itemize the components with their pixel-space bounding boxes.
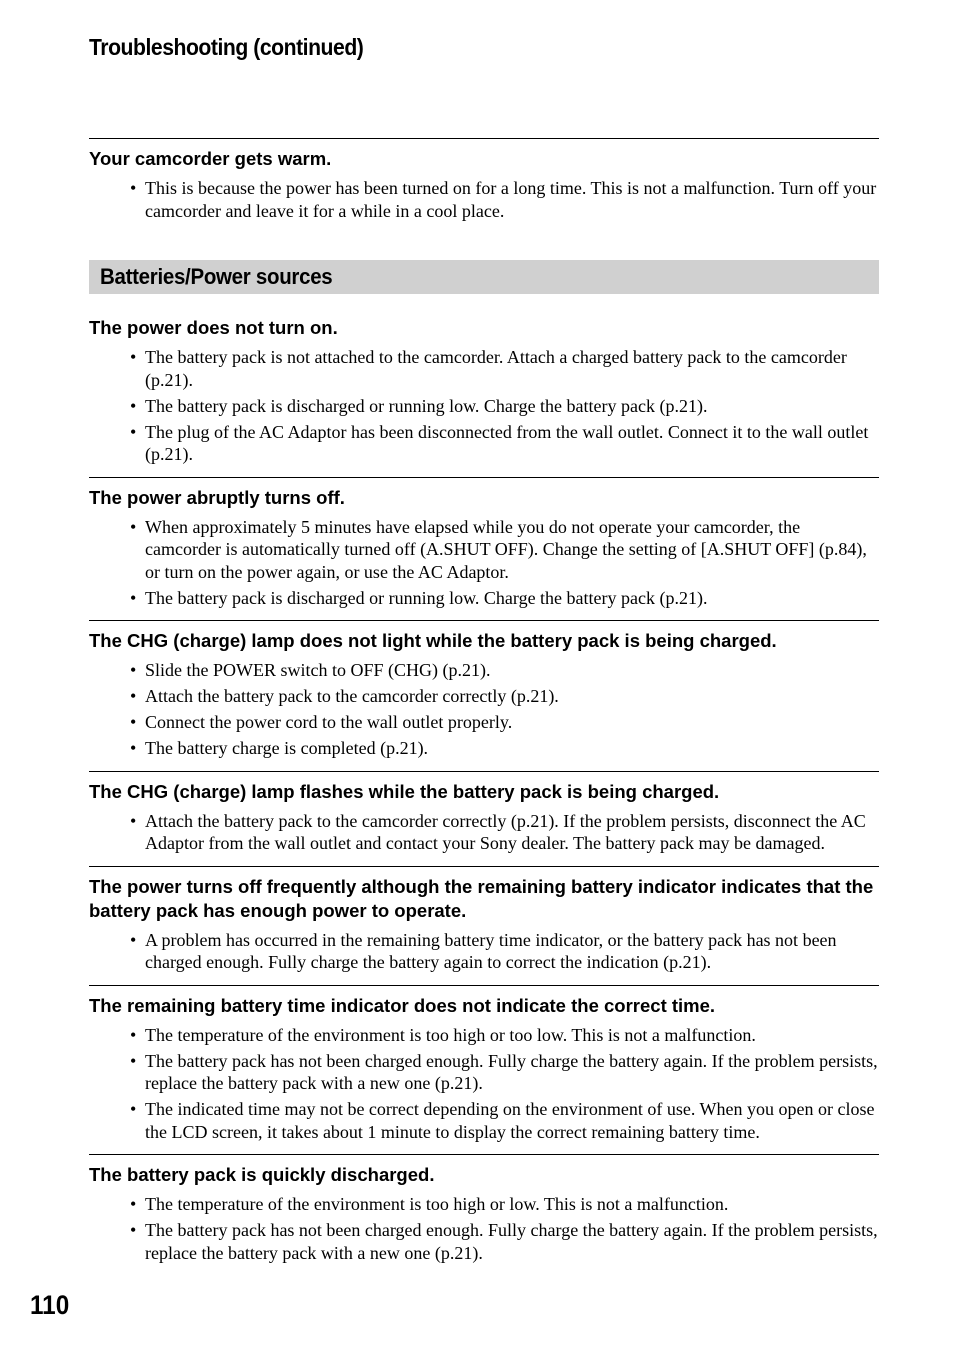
bullet-text: Attach the battery pack to the camcorder correctly (p.21). If the problem persists, disconnect the AC Adaptor from the wall outlet and contact your Sony dealer. The battery pack may be damaged.	[145, 810, 866, 853]
troubleshooting-section	[89, 308, 879, 477]
page-header-title: Troubleshooting (continued)	[89, 34, 364, 60]
bullet-item	[89, 395, 879, 418]
bullet-item	[89, 737, 879, 760]
bullet-list	[89, 929, 879, 974]
bullet-text: This is because the power has been turned on for a long time. This is not a malfunction. Turn off your camcorder and leave it for a while in a cool place.	[145, 178, 877, 221]
bullet-icon: •	[130, 1194, 137, 1214]
bullet-text: The indicated time may not be correct depending on the environment of use. When you open or close the LCD screen, it takes about 1 minute to display the correct remaining battery time.	[145, 1099, 875, 1142]
bullet-text: The plug of the AC Adaptor has been disconnected from the wall outlet. Connect it to the wall outlet (p.21).	[145, 421, 869, 464]
bullet-text: Attach the battery pack to the camcorder correctly (p.21).	[145, 686, 559, 706]
bullet-text: The temperature of the environment is too high or low. This is not a malfunction.	[145, 1194, 729, 1214]
bullet-text: The battery charge is completed (p.21).	[145, 738, 429, 758]
bullet-item	[89, 1024, 879, 1047]
bullet-list	[89, 1024, 879, 1144]
bullet-icon: •	[130, 660, 137, 680]
troubleshooting-section	[89, 866, 879, 985]
page-content	[89, 138, 879, 1275]
section-title: The battery pack is quickly discharged.	[89, 1164, 435, 1185]
bullet-text: Slide the POWER switch to OFF (CHG) (p.21).	[145, 660, 491, 680]
bullet-text: Connect the power cord to the wall outlet properly.	[145, 712, 513, 732]
bullet-icon: •	[130, 421, 137, 442]
bullet-icon: •	[130, 1220, 137, 1240]
bullet-icon: •	[130, 1024, 137, 1045]
bullet-icon: •	[130, 516, 137, 537]
troubleshooting-section	[89, 620, 879, 771]
bullet-icon: •	[130, 738, 137, 758]
bullet-item	[89, 810, 879, 855]
bullet-icon: •	[130, 587, 137, 608]
category-header-bar	[89, 260, 879, 294]
bullet-list	[89, 1193, 879, 1264]
bullet-text: The battery pack is not attached to the camcorder. Attach a charged battery pack to the camcorder (p.21).	[145, 347, 847, 390]
troubleshooting-section	[89, 477, 879, 621]
bullet-item	[89, 1098, 879, 1143]
bullet-icon: •	[130, 686, 137, 706]
bullet-text: The temperature of the environment is too high or too low. This is not a malfunction.	[145, 1024, 756, 1045]
section-title: The power does not turn on.	[89, 317, 338, 338]
bullet-item	[89, 929, 879, 974]
bullet-item	[89, 1219, 879, 1264]
page-number: 110	[30, 1290, 70, 1320]
bullet-list	[89, 346, 879, 466]
bullet-item	[89, 1193, 879, 1216]
section-title: Your camcorder gets warm.	[89, 148, 332, 169]
bullet-text: When approximately 5 minutes have elapsed while you do not operate your camcorder, the camcorder is automatically turned off (A.SHUT OFF). Change the setting of [A.SHUT OFF] (p.84), or turn on the power again, or use the AC Adaptor.	[145, 516, 867, 582]
bullet-text: The battery pack has not been charged enough. Fully charge the battery again. If the problem persists, replace the battery pack with a new one (p.21).	[145, 1220, 878, 1263]
bullet-icon: •	[130, 178, 137, 198]
troubleshooting-section	[89, 985, 879, 1155]
bullet-item	[89, 1050, 879, 1095]
section-title: The remaining battery time indicator does not indicate the correct time.	[89, 994, 716, 1016]
bullet-item	[89, 177, 879, 222]
category-title: Batteries/Power sources	[100, 264, 333, 289]
bullet-item	[89, 516, 879, 584]
section-title: The power abruptly turns off.	[89, 486, 345, 508]
section-title: The power turns off frequently although the remaining battery indicator indicates that the battery pack has enough power to operate.	[89, 875, 874, 921]
bullet-item	[89, 659, 879, 682]
bullet-icon: •	[130, 712, 137, 732]
bullet-text: The battery pack has not been charged enough. Fully charge the battery again. If the problem persists, replace the battery pack with a new one (p.21).	[145, 1050, 878, 1093]
bullet-text: The battery pack is discharged or running low. Charge the battery pack (p.21).	[145, 587, 708, 608]
bullet-icon: •	[130, 1050, 137, 1071]
bullet-item	[89, 685, 879, 708]
bullet-text: The battery pack is discharged or running low. Charge the battery pack (p.21).	[145, 395, 708, 416]
bullet-list	[89, 177, 879, 222]
bullet-icon: •	[130, 810, 137, 831]
bullet-list	[89, 659, 879, 760]
troubleshooting-section	[89, 138, 879, 233]
bullet-icon: •	[130, 1099, 137, 1119]
bullet-icon: •	[130, 347, 137, 367]
bullet-icon: •	[130, 395, 137, 416]
troubleshooting-section	[89, 1154, 879, 1275]
section-title: The CHG (charge) lamp does not light while the battery pack is being charged.	[89, 630, 777, 651]
bullet-item	[89, 587, 879, 610]
bullet-text: A problem has occurred in the remaining battery time indicator, or the battery pack has not been charged enough. Fully charge the battery again to correct the indication (p.21).	[145, 929, 837, 972]
bullet-item	[89, 346, 879, 391]
bullet-list	[89, 810, 879, 855]
bullet-item	[89, 711, 879, 734]
troubleshooting-section	[89, 771, 879, 866]
bullet-list	[89, 516, 879, 610]
section-title: The CHG (charge) lamp flashes while the battery pack is being charged.	[89, 780, 720, 802]
bullet-item	[89, 421, 879, 466]
bullet-icon: •	[130, 929, 137, 950]
